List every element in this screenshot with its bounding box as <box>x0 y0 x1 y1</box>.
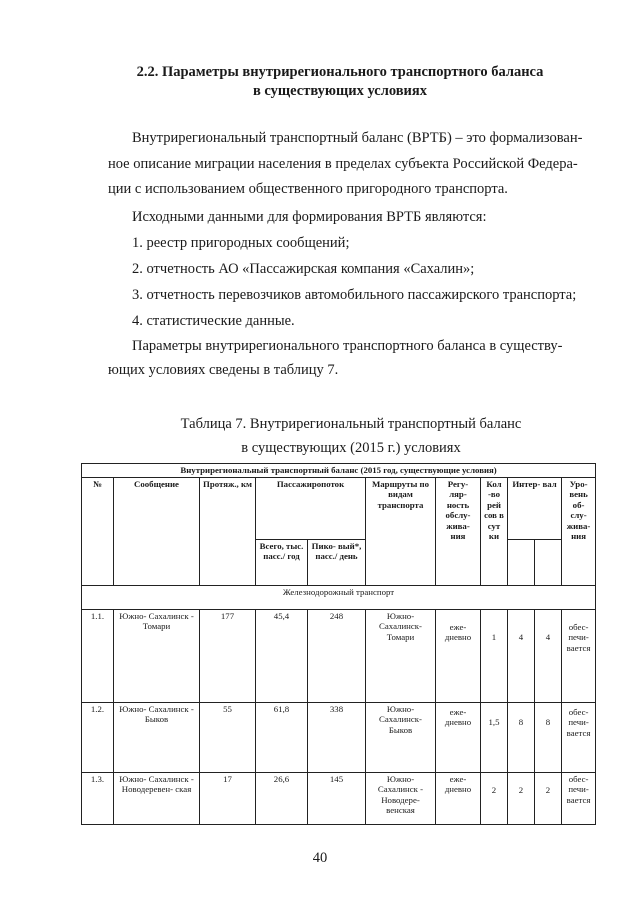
cell-interval-b: 2 <box>535 772 562 824</box>
table-row <box>82 609 596 702</box>
cell-routes: Южно- Сахалинск- Быков <box>366 702 436 772</box>
cell-interval-b: 4 <box>535 609 562 702</box>
cell-peak: 248 <box>308 609 366 702</box>
cell-length: 17 <box>200 772 256 824</box>
list-item: 4. статистические данные. <box>132 313 295 329</box>
header-flow: Пассажиропоток <box>256 477 366 539</box>
page-number: 40 <box>312 850 328 866</box>
cell-trips: 1,5 <box>481 702 508 772</box>
cell-trips: 2 <box>481 772 508 824</box>
cell-interval-a: 2 <box>508 772 535 824</box>
paragraph-1 <box>108 126 594 203</box>
transport-balance-table <box>81 463 596 825</box>
cell-routes: Южно- Сахалинск- Томари <box>366 609 436 702</box>
cell-peak: 338 <box>308 702 366 772</box>
paragraph-1-line-2: ное описание миграции населения в пределах субъекта Российской Федера- <box>108 155 578 172</box>
header-service-level: Уро- вень об- слу- жива- ния <box>562 477 596 585</box>
cell-interval-a: 8 <box>508 702 535 772</box>
table-caption <box>108 412 594 460</box>
paragraph-3 <box>108 334 594 382</box>
header-interval-b <box>535 539 562 585</box>
section-heading-line-2: в существующих условиях <box>252 83 428 99</box>
header-interval: Интер- вал <box>508 477 562 539</box>
header-route: Сообщение <box>114 477 200 585</box>
cell-interval-b: 8 <box>535 702 562 772</box>
cell-route: Южно- Сахалинск - Быков <box>114 702 200 772</box>
header-regularity: Регу- ляр- ность обслу- жива- ния <box>436 477 481 585</box>
paragraph-2: Исходными данными для формирования ВРТБ являются: <box>132 209 487 225</box>
list-item: 3. отчетность перевозчиков автомобильного пассажирского транспорта; <box>132 287 577 303</box>
cell-service-level: обес- печи- вается <box>562 702 596 772</box>
cell-regularity: еже- дневно <box>436 772 481 824</box>
cell-service-level: обес- печи- вается <box>562 609 596 702</box>
cell-route: Южно- Сахалинск - Новодеревен- ская <box>114 772 200 824</box>
header-flow-peak: Пико- вый*, пасс./ день <box>308 539 366 585</box>
cell-num: 1.1. <box>82 609 114 702</box>
header-num: № <box>82 477 114 585</box>
paragraph-1-line-1: Внутрирегиональный транспортный баланс (ВРТБ) – это формализован- <box>132 130 583 146</box>
list-item: 2. отчетность АО «Пассажирская компания «Сахалин»; <box>132 261 475 277</box>
cell-total: 61,8 <box>256 702 308 772</box>
cell-num: 1.3. <box>82 772 114 824</box>
cell-interval-a: 4 <box>508 609 535 702</box>
cell-service-level: обес- печи- вается <box>562 772 596 824</box>
table-caption-line-1: Таблица 7. Внутрирегиональный транспортный баланс <box>180 416 522 432</box>
cell-regularity: еже- дневно <box>436 609 481 702</box>
table-caption-line-2: в существующих (2015 г.) условиях <box>241 440 461 456</box>
table-title: Внутрирегиональный транспортный баланс (2015 год, существующие условия) <box>82 464 596 478</box>
paragraph-3-line-2: ющих условиях сведены в таблицу 7. <box>108 362 339 378</box>
table-row <box>82 702 596 772</box>
cell-regularity: еже- дневно <box>436 702 481 772</box>
cell-route: Южно- Сахалинск - Томари <box>114 609 200 702</box>
cell-total: 26,6 <box>256 772 308 824</box>
section-row-rail: Железнодорожный транспорт <box>82 585 596 609</box>
table-row <box>82 772 596 824</box>
cell-length: 177 <box>200 609 256 702</box>
paragraph-3-line-1: Параметры внутрирегионального транспортного баланса в существу- <box>132 338 563 354</box>
header-interval-a <box>508 539 535 585</box>
header-length: Протяж., км <box>200 477 256 585</box>
cell-length: 55 <box>200 702 256 772</box>
header-routes-by-type: Маршруты по видам транспорта <box>366 477 436 585</box>
section-heading-line-1: 2.2. Параметры внутрирегионального транспортного баланса <box>136 64 544 80</box>
header-trips: Кол -во рей сов в сут ки <box>481 477 508 585</box>
cell-peak: 145 <box>308 772 366 824</box>
cell-num: 1.2. <box>82 702 114 772</box>
cell-trips: 1 <box>481 609 508 702</box>
cell-total: 45,4 <box>256 609 308 702</box>
section-heading <box>100 63 580 101</box>
paragraph-1-line-3: ции с использованием общественного пригородного транспорта. <box>108 181 508 197</box>
cell-routes: Южно- Сахалинск - Новодере- венская <box>366 772 436 824</box>
header-flow-total: Всего, тыс. пасс./ год <box>256 539 308 585</box>
list-item: 1. реестр пригородных сообщений; <box>132 235 350 251</box>
